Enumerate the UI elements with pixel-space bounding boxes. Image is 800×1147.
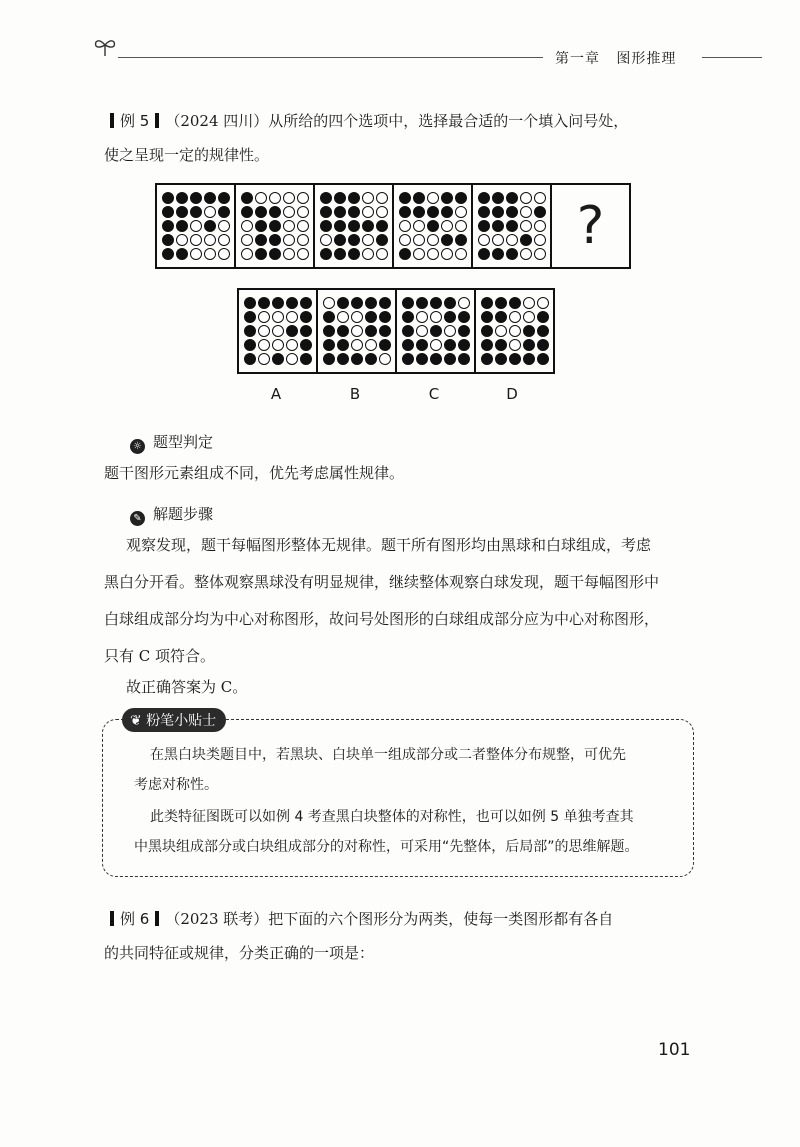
white-ball xyxy=(258,311,270,323)
black-ball xyxy=(506,248,518,260)
black-ball xyxy=(348,220,360,232)
black-ball xyxy=(492,206,504,218)
question-figure-3 xyxy=(319,191,389,261)
white-ball xyxy=(190,248,202,260)
black-ball xyxy=(244,353,256,365)
black-ball xyxy=(241,192,253,204)
black-ball xyxy=(495,297,507,309)
black-ball xyxy=(320,220,332,232)
white-ball xyxy=(283,192,295,204)
white-ball xyxy=(534,234,546,246)
black-ball xyxy=(218,206,230,218)
white-ball xyxy=(297,192,309,204)
tip-line: 考虑对称性。 xyxy=(134,777,218,793)
sprout-icon xyxy=(92,34,118,60)
white-ball xyxy=(520,192,532,204)
steps-line: 黑白分开看。整体观察黑球没有明显规律，继续整体观察白球发现，题干每幅图形中 xyxy=(104,573,660,591)
bar-icon xyxy=(110,911,114,926)
white-ball xyxy=(190,234,202,246)
white-ball xyxy=(534,192,546,204)
black-ball xyxy=(481,311,493,323)
black-ball xyxy=(441,234,453,246)
black-ball xyxy=(402,325,414,337)
example-6-label: 例 6 xyxy=(120,910,150,928)
option-cell-a xyxy=(239,290,318,372)
black-ball xyxy=(492,248,504,260)
black-ball xyxy=(348,234,360,246)
black-ball xyxy=(269,206,281,218)
white-ball xyxy=(218,220,230,232)
black-ball xyxy=(402,339,414,351)
answer-line: 故正确答案为 C。 xyxy=(126,678,248,696)
white-ball xyxy=(204,234,216,246)
black-ball xyxy=(458,339,470,351)
white-ball xyxy=(478,234,490,246)
black-ball xyxy=(534,206,546,218)
black-ball xyxy=(320,192,332,204)
black-ball xyxy=(244,311,256,323)
white-ball xyxy=(269,192,281,204)
black-ball xyxy=(537,353,549,365)
white-ball xyxy=(416,325,428,337)
white-ball xyxy=(204,248,216,260)
black-ball xyxy=(523,353,535,365)
black-ball xyxy=(492,220,504,232)
black-ball xyxy=(348,192,360,204)
white-ball xyxy=(241,248,253,260)
white-ball xyxy=(286,353,298,365)
black-ball xyxy=(348,248,360,260)
question-figure-2 xyxy=(240,191,310,261)
black-ball xyxy=(537,325,549,337)
white-ball xyxy=(258,339,270,351)
black-ball xyxy=(478,192,490,204)
example-5-source: （2024 四川） xyxy=(165,112,269,130)
option-figure-a xyxy=(243,296,313,366)
black-ball xyxy=(416,339,428,351)
white-ball xyxy=(492,234,504,246)
white-ball xyxy=(297,220,309,232)
white-ball xyxy=(413,234,425,246)
black-ball xyxy=(537,339,549,351)
black-ball xyxy=(162,234,174,246)
header-rule-left xyxy=(118,57,543,58)
white-ball xyxy=(218,248,230,260)
black-ball xyxy=(444,339,456,351)
white-ball xyxy=(297,248,309,260)
black-ball xyxy=(365,297,377,309)
type-heading-text: 题型判定 xyxy=(153,433,214,451)
black-ball xyxy=(351,297,363,309)
white-ball xyxy=(520,220,532,232)
white-ball xyxy=(283,220,295,232)
black-ball xyxy=(300,353,312,365)
black-ball xyxy=(495,311,507,323)
black-ball xyxy=(481,353,493,365)
black-ball xyxy=(379,297,391,309)
black-ball xyxy=(162,248,174,260)
black-ball xyxy=(430,353,442,365)
black-ball xyxy=(416,297,428,309)
white-ball xyxy=(320,234,332,246)
black-ball xyxy=(455,234,467,246)
option-cell-c xyxy=(397,290,476,372)
white-ball xyxy=(297,206,309,218)
steps-line: 只有 C 项符合。 xyxy=(104,647,216,665)
white-ball xyxy=(495,325,507,337)
example-5-prompt xyxy=(104,104,694,172)
black-ball xyxy=(537,311,549,323)
black-ball xyxy=(190,192,202,204)
black-ball xyxy=(441,192,453,204)
black-ball xyxy=(506,206,518,218)
black-ball xyxy=(455,192,467,204)
example-6-text-cont: 的共同特征或规律，分类正确的一项是： xyxy=(104,944,375,962)
black-ball xyxy=(244,325,256,337)
white-ball xyxy=(376,248,388,260)
question-figure-row xyxy=(155,183,631,269)
black-ball xyxy=(399,192,411,204)
question-figure-5 xyxy=(477,191,547,261)
black-ball xyxy=(337,325,349,337)
black-ball xyxy=(218,192,230,204)
chapter-label: 第一章 xyxy=(555,51,600,67)
black-ball xyxy=(478,220,490,232)
steps-heading-text: 解题步骤 xyxy=(153,505,214,523)
white-ball xyxy=(427,234,439,246)
white-ball xyxy=(272,311,284,323)
example-5-text: 从所给的四个选项中，选择最合适的一个填入问号处， xyxy=(268,112,629,130)
black-ball xyxy=(509,353,521,365)
black-ball xyxy=(162,220,174,232)
black-ball xyxy=(320,248,332,260)
white-ball xyxy=(255,192,267,204)
white-ball xyxy=(297,234,309,246)
example-5-label: 例 5 xyxy=(120,112,150,130)
black-ball xyxy=(478,248,490,260)
chapter-title: 图形推理 xyxy=(616,51,677,67)
white-ball xyxy=(362,234,374,246)
option-label-a: A xyxy=(270,385,282,403)
white-ball xyxy=(509,311,521,323)
white-ball xyxy=(399,234,411,246)
black-ball xyxy=(413,192,425,204)
black-ball xyxy=(300,339,312,351)
white-ball xyxy=(506,234,518,246)
white-ball xyxy=(523,297,535,309)
white-ball xyxy=(509,339,521,351)
black-ball xyxy=(444,311,456,323)
white-ball xyxy=(351,339,363,351)
black-ball xyxy=(413,206,425,218)
white-ball xyxy=(441,220,453,232)
black-ball xyxy=(523,325,535,337)
black-ball xyxy=(430,297,442,309)
question-mark: ? xyxy=(576,196,605,256)
black-ball xyxy=(430,325,442,337)
type-text: 题干图形元素组成不同，优先考虑属性规律。 xyxy=(104,464,405,482)
white-ball xyxy=(399,220,411,232)
black-ball xyxy=(365,311,377,323)
option-figure-b xyxy=(322,296,392,366)
black-ball xyxy=(416,353,428,365)
black-ball xyxy=(523,339,535,351)
white-ball xyxy=(427,248,439,260)
black-ball xyxy=(323,311,335,323)
white-ball xyxy=(362,206,374,218)
white-ball xyxy=(455,220,467,232)
white-ball xyxy=(190,220,202,232)
figure-cell xyxy=(315,185,394,267)
black-ball xyxy=(379,339,391,351)
white-ball xyxy=(258,353,270,365)
black-ball xyxy=(478,206,490,218)
white-ball xyxy=(241,234,253,246)
white-ball xyxy=(362,192,374,204)
white-ball xyxy=(351,325,363,337)
black-ball xyxy=(334,248,346,260)
black-ball xyxy=(492,192,504,204)
example-5-text-cont: 使之呈现一定的规律性。 xyxy=(104,146,270,164)
black-ball xyxy=(351,353,363,365)
white-ball xyxy=(379,353,391,365)
black-ball xyxy=(458,325,470,337)
steps-line: 观察发现，题干每幅图形整体无规律。题干所有图形均由黑球和白球组成，考虑 xyxy=(126,536,652,554)
bar-icon xyxy=(155,113,159,128)
black-ball xyxy=(495,353,507,365)
black-ball xyxy=(458,353,470,365)
black-ball xyxy=(362,220,374,232)
tip-tag-label: 粉笔小贴士 xyxy=(146,713,217,729)
black-ball xyxy=(190,206,202,218)
white-ball xyxy=(365,339,377,351)
black-ball xyxy=(176,192,188,204)
example-6-source: （2023 联考） xyxy=(165,910,269,928)
black-ball xyxy=(255,220,267,232)
black-ball xyxy=(376,220,388,232)
tip-line: 中黑块组成部分或白块组成部分的对称性，可采用“先整体，后局部”的思维解题。 xyxy=(134,839,639,855)
black-ball xyxy=(255,248,267,260)
black-ball xyxy=(402,297,414,309)
white-ball xyxy=(430,339,442,351)
tip-line: 在黑白块类题目中，若黑块、白块单一组成部分或二者整体分布规整，可优先 xyxy=(150,747,626,763)
question-figure-1 xyxy=(161,191,231,261)
white-ball xyxy=(286,311,298,323)
white-ball xyxy=(441,248,453,260)
chapter-header xyxy=(555,48,676,68)
black-ball xyxy=(258,297,270,309)
black-ball xyxy=(399,248,411,260)
option-cell-b xyxy=(318,290,397,372)
black-ball xyxy=(286,325,298,337)
black-ball xyxy=(365,353,377,365)
black-ball xyxy=(269,220,281,232)
black-ball xyxy=(300,311,312,323)
tip-tag xyxy=(122,708,226,732)
white-ball xyxy=(534,248,546,260)
figure-cell xyxy=(394,185,473,267)
black-ball xyxy=(176,248,188,260)
black-ball xyxy=(320,206,332,218)
white-ball xyxy=(362,248,374,260)
black-ball xyxy=(272,353,284,365)
black-ball xyxy=(334,234,346,246)
black-ball xyxy=(481,297,493,309)
white-ball xyxy=(176,234,188,246)
black-ball xyxy=(441,206,453,218)
white-ball xyxy=(272,339,284,351)
white-ball xyxy=(218,234,230,246)
option-label-d: D xyxy=(506,385,518,403)
white-ball xyxy=(241,220,253,232)
steps-line: 白球组成部分均为中心对称图形，故问号处图形的白球组成部分应为中心对称图形， xyxy=(104,610,660,628)
black-ball xyxy=(444,297,456,309)
white-ball xyxy=(204,206,216,218)
options-figure-row xyxy=(237,288,555,374)
steps-heading xyxy=(130,503,213,526)
white-ball xyxy=(376,192,388,204)
white-ball xyxy=(534,220,546,232)
type-heading xyxy=(130,431,213,454)
black-ball xyxy=(458,311,470,323)
black-ball xyxy=(444,353,456,365)
option-cell-d xyxy=(476,290,553,372)
black-ball xyxy=(520,234,532,246)
header-rule-right xyxy=(702,57,762,58)
white-ball xyxy=(376,206,388,218)
black-ball xyxy=(323,325,335,337)
black-ball xyxy=(399,206,411,218)
white-ball xyxy=(413,220,425,232)
white-ball xyxy=(430,311,442,323)
black-ball xyxy=(402,353,414,365)
black-ball xyxy=(286,297,298,309)
example-6-prompt xyxy=(104,902,694,970)
option-figure-d xyxy=(480,296,550,366)
figure-cell xyxy=(236,185,315,267)
black-ball xyxy=(495,339,507,351)
black-ball xyxy=(427,206,439,218)
black-ball xyxy=(337,339,349,351)
black-ball xyxy=(337,297,349,309)
white-ball xyxy=(427,192,439,204)
bar-icon xyxy=(155,911,159,926)
black-ball xyxy=(300,325,312,337)
black-ball xyxy=(506,192,518,204)
black-ball xyxy=(481,339,493,351)
option-label-c: C xyxy=(428,385,440,403)
question-mark-cell xyxy=(552,185,629,267)
option-figure-c xyxy=(401,296,471,366)
sprout-icon: ❦ xyxy=(130,713,147,729)
white-ball xyxy=(458,297,470,309)
pencil-icon: ✎ xyxy=(130,511,145,526)
black-ball xyxy=(379,325,391,337)
tip-line: 此类特征图既可以如例 4 考查黑白块整体的对称性，也可以如例 5 单独考查其 xyxy=(150,809,634,825)
black-ball xyxy=(402,311,414,323)
black-ball xyxy=(334,192,346,204)
white-ball xyxy=(455,206,467,218)
white-ball xyxy=(455,248,467,260)
black-ball xyxy=(337,353,349,365)
white-ball xyxy=(520,206,532,218)
white-ball xyxy=(416,311,428,323)
figure-cell xyxy=(473,185,552,267)
black-ball xyxy=(269,248,281,260)
black-ball xyxy=(244,339,256,351)
steps-body xyxy=(104,527,694,675)
white-ball xyxy=(351,311,363,323)
black-ball xyxy=(162,206,174,218)
white-ball xyxy=(337,311,349,323)
black-ball xyxy=(255,206,267,218)
white-ball xyxy=(523,311,535,323)
black-ball xyxy=(348,206,360,218)
black-ball xyxy=(162,192,174,204)
black-ball xyxy=(323,353,335,365)
black-ball xyxy=(176,220,188,232)
white-ball xyxy=(413,248,425,260)
black-ball xyxy=(334,206,346,218)
white-ball xyxy=(283,248,295,260)
white-ball xyxy=(444,325,456,337)
black-ball xyxy=(255,234,267,246)
black-ball xyxy=(334,220,346,232)
black-ball xyxy=(379,311,391,323)
figure-cell xyxy=(157,185,236,267)
white-ball xyxy=(323,297,335,309)
white-ball xyxy=(520,248,532,260)
white-ball xyxy=(286,339,298,351)
page-number: 101 xyxy=(658,1040,691,1060)
example-6-text: 把下面的六个图形分为两类，使每一类图形都有各自 xyxy=(268,910,614,928)
option-label-b: B xyxy=(349,385,361,403)
black-ball xyxy=(481,325,493,337)
black-ball xyxy=(323,339,335,351)
bar-icon xyxy=(110,113,114,128)
black-ball xyxy=(204,220,216,232)
white-ball xyxy=(283,206,295,218)
black-ball xyxy=(176,206,188,218)
white-ball xyxy=(283,234,295,246)
white-ball xyxy=(272,325,284,337)
black-ball xyxy=(244,297,256,309)
black-ball xyxy=(241,206,253,218)
white-ball xyxy=(537,297,549,309)
black-ball xyxy=(365,325,377,337)
black-ball xyxy=(300,297,312,309)
white-ball xyxy=(509,325,521,337)
black-ball xyxy=(427,220,439,232)
question-figure-4 xyxy=(398,191,468,261)
black-ball xyxy=(269,234,281,246)
white-ball xyxy=(258,325,270,337)
black-ball xyxy=(272,297,284,309)
lightbulb-icon: ☼ xyxy=(130,439,145,454)
black-ball xyxy=(509,297,521,309)
black-ball xyxy=(506,220,518,232)
black-ball xyxy=(204,192,216,204)
black-ball xyxy=(376,234,388,246)
